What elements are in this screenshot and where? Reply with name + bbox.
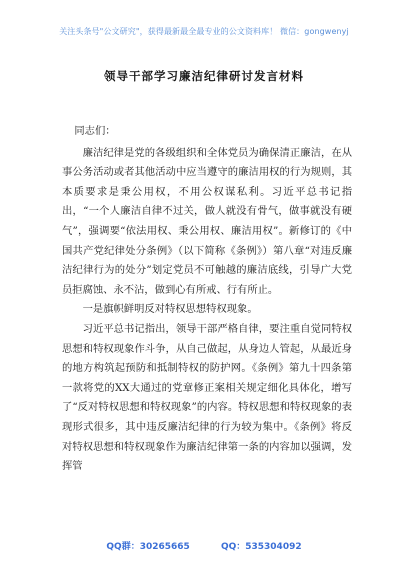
qq-number: QQ：535304092 xyxy=(220,542,302,552)
footer-contact xyxy=(0,539,408,552)
document-body xyxy=(62,122,352,477)
qq-group: QQ群：30265665 xyxy=(106,542,190,552)
paragraph: 廉洁纪律是党的各级组织和全体党员为确保清正廉洁，在从事公务活动或者其他活动中应当遵守的廉洁用权的行为规则，其本质要求是秉公用权，不用公权谋私利。习近平总书记指出，“一个人廉洁自律不过关，做人就没有骨气，做事就没有硬气”，强调要“依法用权、秉公用权、廉洁用权”。新修订的《中国共产党纪律处分条例》（以下简称《条例》）第八章“对违反廉洁纪律行为的处分”划定党员不可触越的廉洁底线，引导广大党员拒腐蚀、永不沾，做到心有所戒、行有所止。 xyxy=(62,146,352,296)
document-title: 领导干部学习廉洁纪律研讨发言材料 xyxy=(104,69,304,83)
header-banner: 关注头条号"公文研究"，获得最新最全最专业的公文资料库！ 微信：gongwenyj xyxy=(59,27,349,36)
paragraph: 习近平总书记指出，领导干部严格自律，要注重自觉同特权思想和特权现象作斗争，从自己做起，从身边人管起，从最近身的地方构筑起预防和抵制特权的防护网。《条例》第九十四条第一款将党的XX大通过的党章修正案相关规定细化具体化，增写了“反对特权思想和特权现象”的内容。特权思想和特权现象的表现形式很多，其中违反廉洁纪律的行为较为集中。《条例》将反对特权思想和特权现象作为廉洁纪律第一条的内容加以强调，发挥管 xyxy=(62,322,352,473)
paragraph-heading: 一是旗帜鲜明反对特权思想特权现象。 xyxy=(82,303,258,316)
greeting: 同志们： xyxy=(74,125,116,137)
